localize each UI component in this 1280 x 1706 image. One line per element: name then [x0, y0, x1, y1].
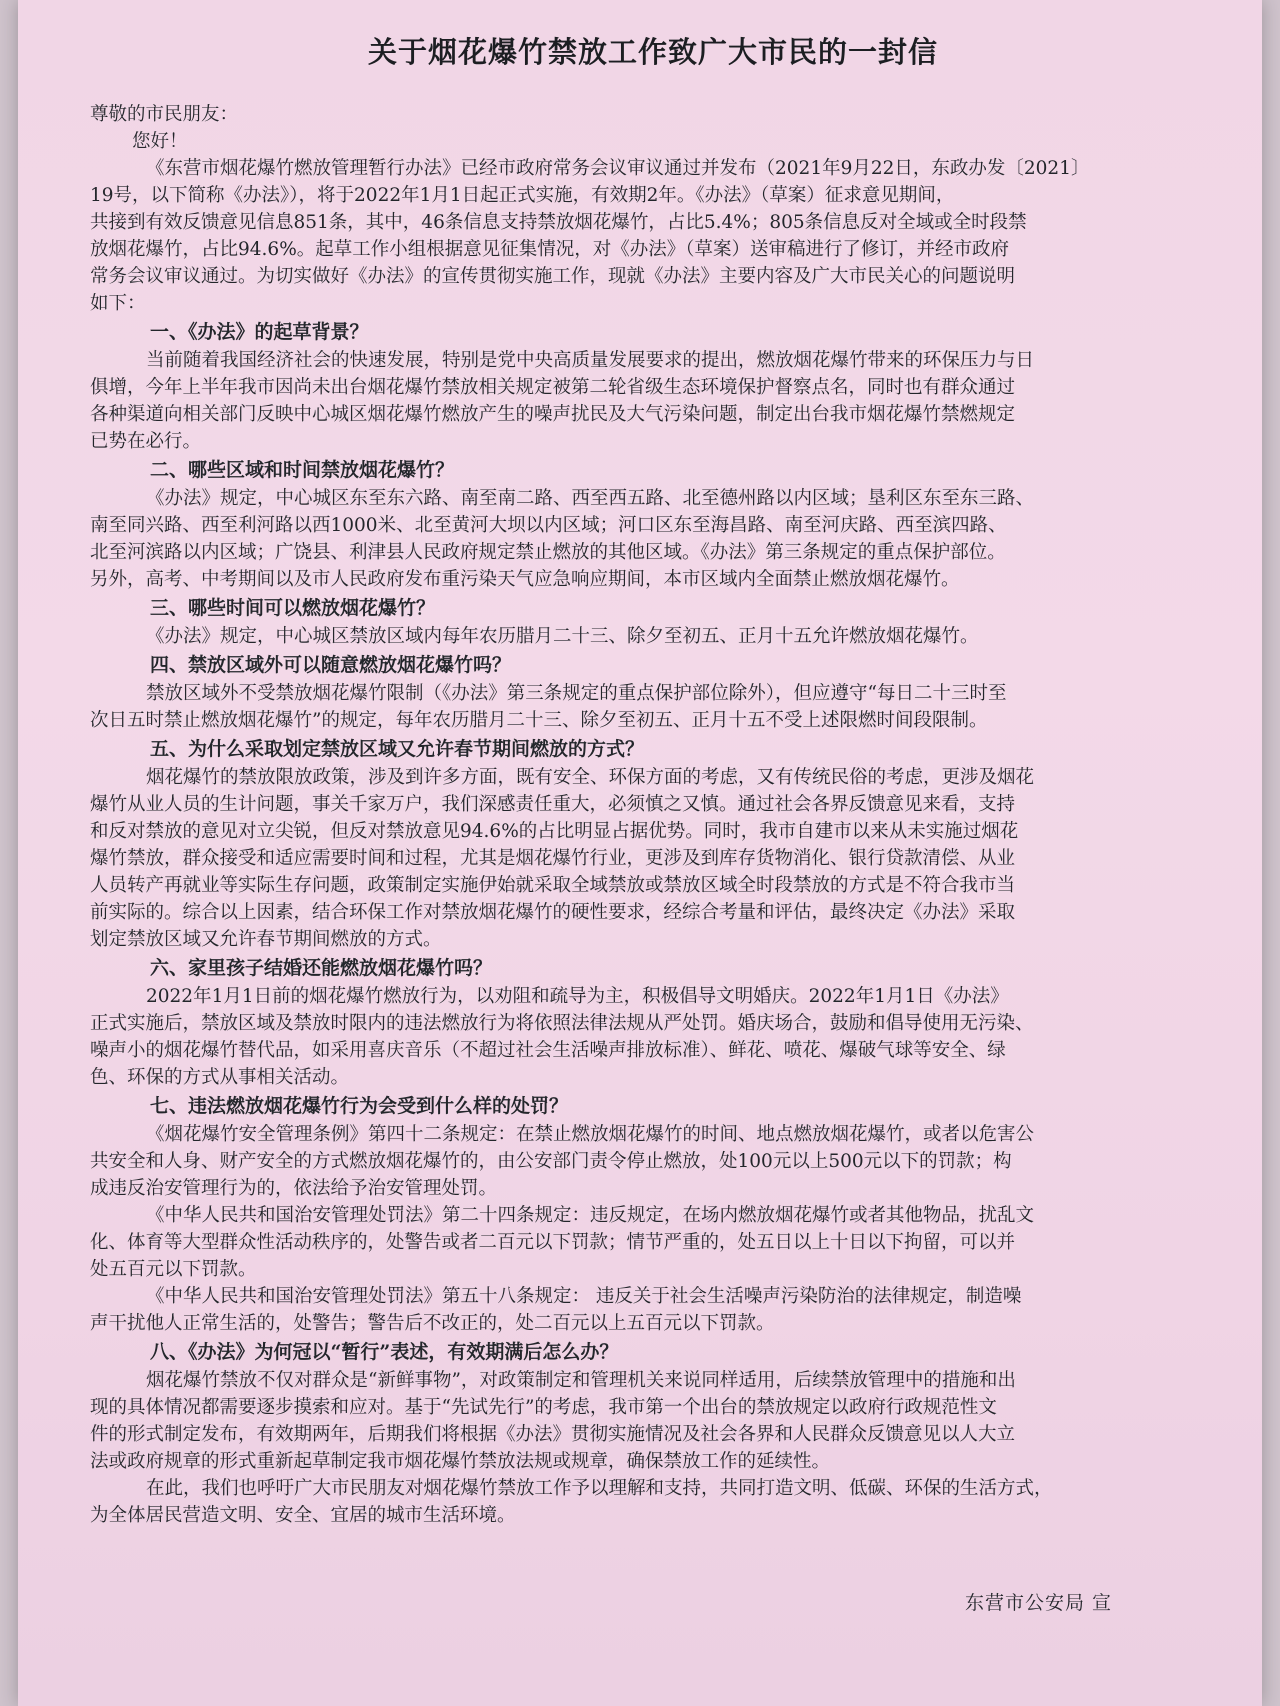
paragraph-line: 各种渠道向相关部门反映中心城区烟花爆竹燃放产生的噪声扰民及大气污染问题，制定出台我市烟花爆竹禁燃规定 — [90, 404, 1016, 425]
section-heading: 二、哪些区域和时间禁放烟花爆竹？ — [150, 459, 455, 481]
paragraph-line: 法或政府规章的形式重新起草制定我市烟花爆竹禁放法规或规章，确保禁放工作的延续性。 — [90, 1451, 831, 1472]
section-heading: 八、《办法》为何冠以“暂行”表述，有效期满后怎么办？ — [150, 1341, 619, 1363]
section — [90, 953, 1216, 1091]
section-paragraph — [90, 680, 1216, 734]
sections — [90, 317, 1216, 1529]
paragraph-line: 另外，高考、中考期间以及市人民政府发布重污染天气应急响应期间，本市区域内全面禁止燃放烟花爆竹。 — [90, 569, 960, 590]
paragraph-line: 次日五时禁止燃放烟花爆竹”的规定，每年农历腊月二十三、除夕至初五、正月十五不受上述限燃时间段限制。 — [90, 710, 988, 731]
section-paragraph — [90, 347, 1216, 455]
paragraph-line: 噪声小的烟花爆竹替代品，如采用喜庆音乐（不超过社会生活噪声排放标准）、鲜花、喷花、爆破气球等安全、绿 — [90, 1040, 1006, 1061]
section-paragraph — [90, 1202, 1216, 1283]
paragraph-line: 色、环保的方式从事相关活动。 — [90, 1067, 350, 1088]
paragraph-line: 北至河滨路以内区域；广饶县、利津县人民政府规定禁止燃放的其他区域。《办法》第三条规定的重点保护部位。 — [90, 542, 1006, 563]
section-paragraph — [90, 1475, 1216, 1529]
paragraph-line: 成违反治安管理行为的，依法给予治安管理处罚。 — [90, 1178, 498, 1199]
intro-line: 19号，以下简称《办法》），将于2022年1月1日起正式实施，有效期2年。《办法》（草案）征求意见期间， — [90, 185, 955, 206]
paragraph-line: 烟花爆竹的禁放限放政策，涉及到许多方面，既有安全、环保方面的考虑，又有传统民俗的考虑，更涉及烟花 — [146, 767, 1035, 788]
paragraph-line: 《办法》规定，中心城区东至东六路、南至南二路、西至西五路、北至德州路以内区域；垦利区东至东三路、 — [146, 488, 1035, 509]
paragraph-line: 化、体育等大型群众性活动秩序的，处警告或者二百元以下罚款；情节严重的，处五日以上十日以下拘留，可以并 — [90, 1232, 1016, 1253]
intro-paragraph — [90, 155, 1216, 317]
paragraph-line: 前实际的。综合以上因素，结合环保工作对禁放烟花爆竹的硬性要求，经综合考量和评估，最终决定《办法》采取 — [90, 902, 1016, 923]
section-heading: 四、禁放区域外可以随意燃放烟花爆竹吗？ — [150, 654, 512, 676]
paragraph-line: 处五百元以下罚款。 — [90, 1259, 257, 1280]
section — [90, 650, 1216, 734]
intro-line: 共接到有效反馈意见信息851条，其中，46条信息支持禁放烟花爆竹，占比5.4%；805条信息反对全域或全时段禁 — [90, 212, 1027, 233]
section — [90, 593, 1216, 650]
paragraph-line: 烟花爆竹禁放不仅对群众是“新鲜事物”，对政策制定和管理机关来说同样适用，后续禁放管理中的措施和出 — [146, 1370, 1016, 1391]
letter-sheet — [18, 0, 1262, 1706]
paragraph-line: 《烟花爆竹安全管理条例》第四十二条规定：在禁止燃放烟花爆竹的时间、地点燃放烟花爆竹，或者以危害公 — [146, 1124, 1035, 1145]
paragraph-line: 禁放区域外不受禁放烟花爆竹限制（《办法》第三条规定的重点保护部位除外），但应遵守“每日二十三时至 — [146, 683, 1007, 704]
signature: 东营市公安局 宣 — [964, 1592, 1112, 1614]
section — [90, 1091, 1216, 1337]
paragraph-line: 共安全和人身、财产安全的方式燃放烟花爆竹的，由公安部门责令停止燃放，处100元以上500元以下的罚款；构 — [90, 1151, 1012, 1172]
section-paragraph — [90, 1283, 1216, 1337]
section-paragraph — [90, 485, 1216, 593]
section-paragraph — [90, 1121, 1216, 1202]
paragraph-line: 正式实施后，禁放区域及禁放时限内的违法燃放行为将依照法律法规从严处罚。婚庆场合，鼓励和倡导使用无污染、 — [90, 1013, 1034, 1034]
paragraph-line: 在此，我们也呼吁广大市民朋友对烟花爆竹禁放工作予以理解和支持，共同打造文明、低碳、环保的生活方式， — [146, 1478, 1053, 1499]
paragraph-line: 件的形式制定发布，有效期两年，后期我们将根据《办法》贯彻实施情况及社会各界和人民群众反馈意见以人大立 — [90, 1424, 1016, 1445]
intro-line: 放烟花爆竹，占比94.6%。起草工作小组根据意见征集情况，对《办法》（草案）送审稿进行了修订，并经市政府 — [90, 239, 1010, 260]
paragraph-line: 已势在必行。 — [90, 431, 202, 452]
section-heading: 七、违法燃放烟花爆竹行为会受到什么样的处罚？ — [150, 1095, 569, 1117]
paragraph-line: 声干扰他人正常生活的，处警告；警告后不改正的，处二百元以上五百元以下罚款。 — [90, 1313, 775, 1334]
letter-title: 关于烟花爆竹禁放工作致广大市民的一封信 — [367, 35, 938, 69]
paragraph-line: 和反对禁放的意见对立尖锐，但反对禁放意见94.6%的占比明显占据优势。同时，我市自建市以来从未实施过烟花 — [90, 821, 1019, 842]
paragraph-line: 《中华人民共和国治安管理处罚法》第五十八条规定： 违反关于社会生活噪声污染防治的法律规定，制造噪 — [146, 1286, 1022, 1307]
section-paragraph — [90, 764, 1216, 953]
section-heading: 五、为什么采取划定禁放区域又允许春节期间燃放的方式？ — [150, 738, 645, 760]
section-heading: 一、《办法》的起草背景？ — [150, 321, 369, 343]
paragraph-line: 人员转产再就业等实际生存问题，政策制定实施伊始就采取全域禁放或禁放区域全时段禁放的方式是不符合我市当 — [90, 875, 1016, 896]
letter-body — [90, 101, 1216, 1529]
paragraph-line: 划定禁放区域又允许春节期间燃放的方式。 — [90, 929, 442, 950]
intro-line: 常务会议审议通过。为切实做好《办法》的宣传贯彻实施工作，现就《办法》主要内容及广大市民关心的问题说明 — [90, 266, 1016, 287]
section — [90, 317, 1216, 455]
section — [90, 455, 1216, 593]
paragraph-line: 现的具体情况都需要逐步摸索和应对。基于“先试先行”的考虑，我市第一个出台的禁放规定以政府行政规范性文 — [90, 1397, 997, 1418]
salutation: 尊敬的市民朋友： — [90, 104, 239, 125]
greeting: 您好！ — [132, 131, 188, 152]
paragraph-line: 为全体居民营造文明、安全、宜居的城市生活环境。 — [90, 1505, 516, 1526]
section-paragraph — [90, 983, 1216, 1091]
section-paragraph — [90, 1367, 1216, 1475]
paragraph-line: 《办法》规定，中心城区禁放区域内每年农历腊月二十三、除夕至初五、正月十五允许燃放烟花爆竹。 — [146, 626, 979, 647]
intro-line: 如下： — [90, 293, 146, 314]
paragraph-line: 当前随着我国经济社会的快速发展，特别是党中央高质量发展要求的提出，燃放烟花爆竹带来的环保压力与日 — [146, 350, 1035, 371]
paragraph-line: 南至同兴路、西至利河路以西1000米、北至黄河大坝以内区域；河口区东至海昌路、南至河庆路、西至滨四路、 — [90, 515, 1007, 536]
paragraph-line: 爆竹禁放，群众接受和适应需要时间和过程，尤其是烟花爆竹行业，更涉及到库存货物消化、银行贷款清偿、从业 — [90, 848, 1016, 869]
section-paragraph — [90, 623, 1216, 650]
section — [90, 734, 1216, 953]
paragraph-line: 《中华人民共和国治安管理处罚法》第二十四条规定：违反规定，在场内燃放烟花爆竹或者其他物品，扰乱文 — [146, 1205, 1035, 1226]
paragraph-line: 爆竹从业人员的生计问题，事关千家万户，我们深感责任重大，必须慎之又慎。通过社会各界反馈意见来看，支持 — [90, 794, 1016, 815]
section-heading: 六、家里孩子结婚还能燃放烟花爆竹吗？ — [150, 957, 493, 979]
paragraph-line: 2022年1月1日前的烟花爆竹燃放行为，以劝阻和疏导为主，积极倡导文明婚庆。2022年1月1日《办法》 — [146, 986, 1009, 1007]
section — [90, 1337, 1216, 1529]
section-heading: 三、哪些时间可以燃放烟花爆竹？ — [150, 597, 436, 619]
paragraph-line: 俱增，今年上半年我市因尚未出台烟花爆竹禁放相关规定被第二轮省级生态环境保护督察点名，同时也有群众通过 — [90, 377, 1016, 398]
intro-line: 《东营市烟花爆竹燃放管理暂行办法》已经市政府常务会议审议通过并发布（2021年9月22日，东政办发〔2021〕 — [146, 158, 1090, 179]
